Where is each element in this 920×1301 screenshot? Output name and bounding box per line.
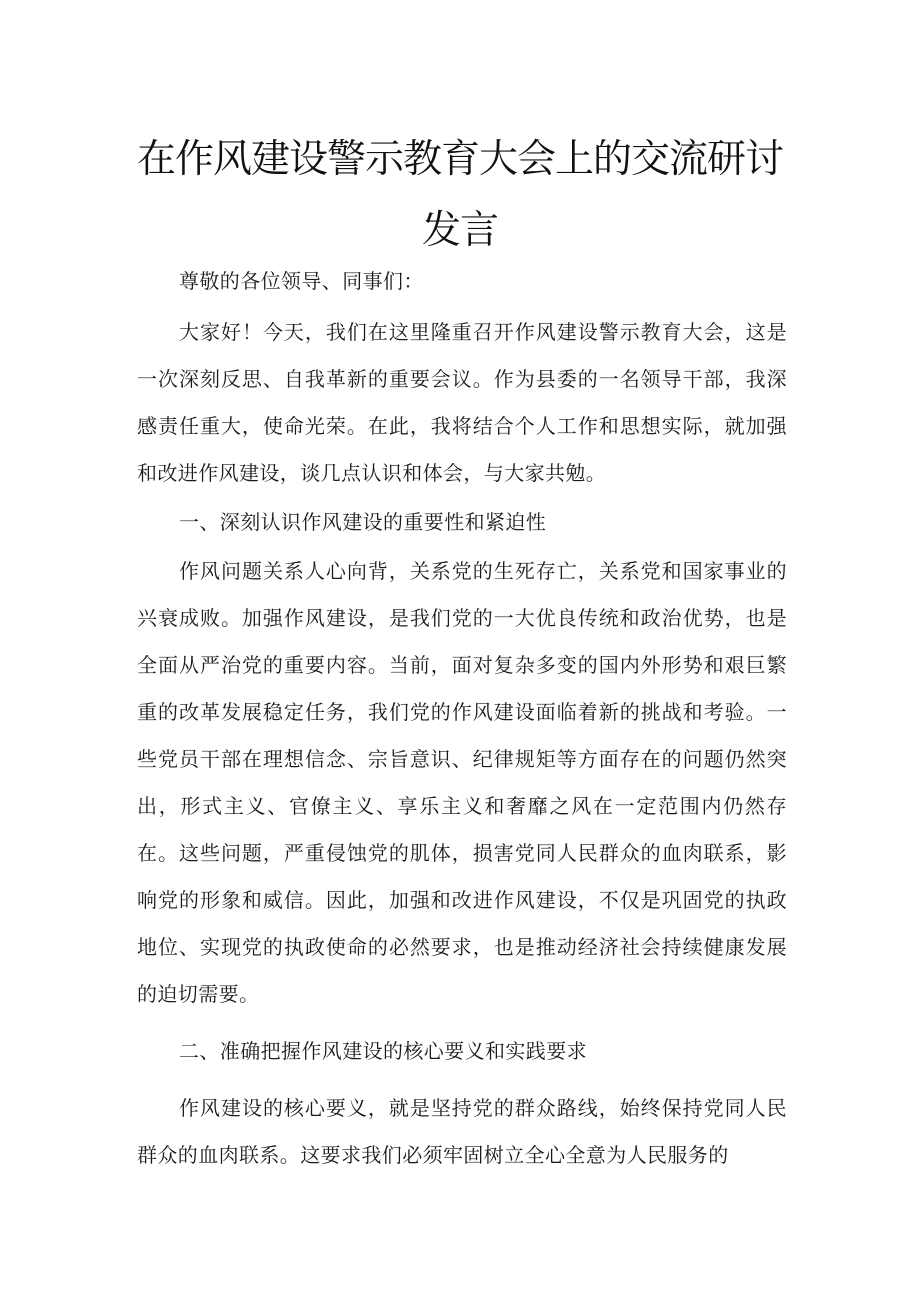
document-body [137,258,787,1179]
section-heading-2: 二、准确把握作风建设的核心要义和实践要求 [179,1039,587,1063]
opening-paragraph: 大家好！今天，我们在这里隆重召开作风建设警示教育大会，这是一次深刻反思、自我革新的重要会议。作为县委的一名领导干部，我深感责任重大，使命光荣。在此，我将结合个人工作和思想实际，就加强和改进作风建设，谈几点认识和体会，与大家共勉。 [137,320,787,485]
document-title-line1: 在作风建设警示教育大会上的交流研讨 [136,137,783,182]
section-paragraph-1: 作风问题关系人心向背，关系党的生死存亡，关系党和国家事业的兴衰成败。加强作风建设，是我们党的一大优良传统和政治优势，也是全面从严治党的重要内容。当前，面对复杂多变的国内外形势和艰巨繁重的改革发展稳定任务，我们党的作风建设面临着新的挑战和考验。一些党员干部在理想信念、宗旨意识、纪律规矩等方面存在的问题仍然突出，形式主义、官僚主义、享乐主义和奢靡之风在一定范围内仍然存在。这些问题，严重侵蚀党的肌体，损害党同人民群众的血肉联系，影响党的形象和威信。因此，加强和改进作风建设，不仅是巩固党的执政地位、实现党的执政使命的必然要求，也是推动经济社会持续健康发展的迫切需要。 [137,559,787,1006]
document-title-line2: 发言 [421,208,498,253]
section-heading-1: 一、深刻认识作风建设的重要性和紧迫性 [179,510,547,534]
salutation: 尊敬的各位领导、同事们： [179,269,424,293]
section-paragraph-2: 作风建设的核心要义，就是坚持党的群众路线，始终保持党同人民群众的血肉联系。这要求我们必须牢固树立全心全意为人民服务的 [137,1096,787,1167]
